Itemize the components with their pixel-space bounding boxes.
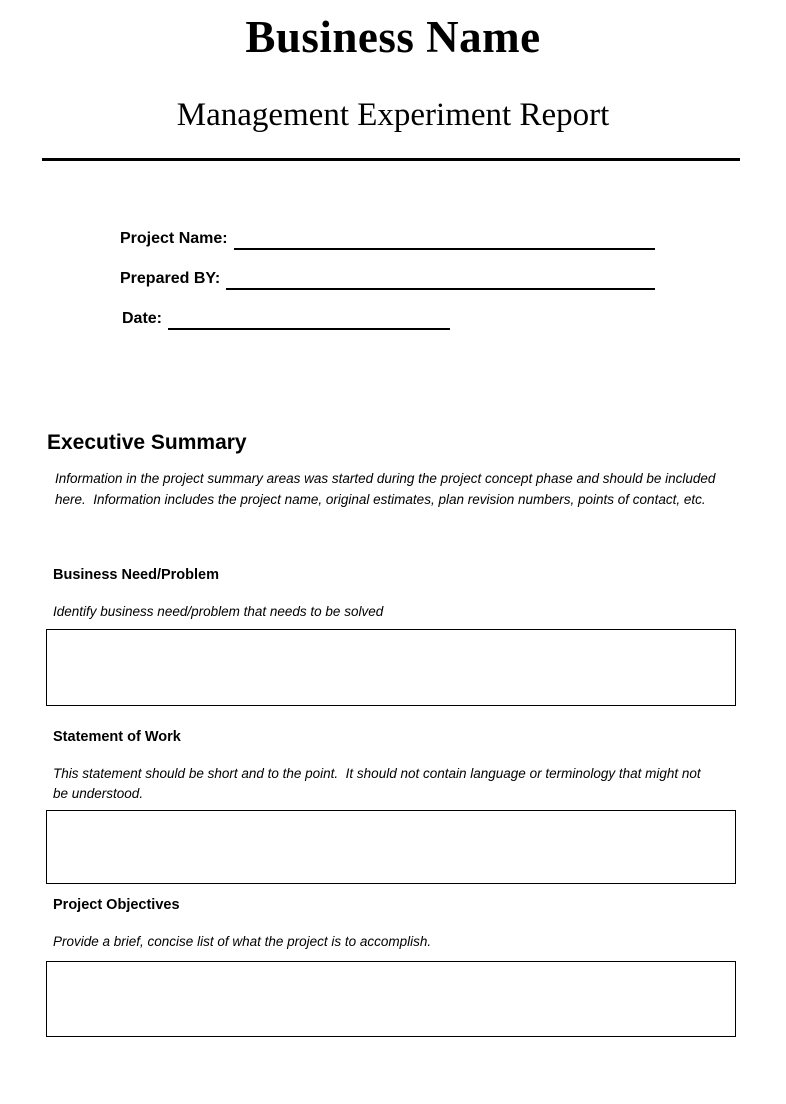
date-row — [122, 303, 450, 330]
business-name-title: Business Name — [245, 12, 541, 62]
executive-summary-heading: Executive Summary — [47, 431, 247, 454]
statement-of-work-description: This statement should be short and to the point. It should not contain language or terminology that might not be understood. — [53, 766, 705, 801]
business-need-heading: Business Need/Problem — [53, 567, 219, 583]
date-label: Date: — [122, 310, 163, 327]
prepared-by-field[interactable] — [226, 266, 655, 290]
prepared-by-label: Prepared BY: — [120, 270, 221, 287]
report-title: Management Experiment Report — [176, 97, 610, 133]
document-header — [0, 0, 786, 136]
project-objectives-input-box[interactable] — [46, 961, 736, 1037]
project-name-row — [120, 223, 655, 250]
business-need-description: Identify business need/problem that needs to be solved — [53, 604, 384, 619]
statement-of-work-heading: Statement of Work — [53, 729, 181, 745]
prepared-by-row — [120, 263, 655, 290]
title-divider — [42, 158, 740, 161]
executive-summary-description: Information in the project summary areas was started during the project concept phase and should be included here. Information includes the project name, original estimates, plan revision numbers, points of contact, etc. — [55, 471, 720, 507]
statement-of-work-input-box[interactable] — [46, 810, 736, 884]
project-name-field[interactable] — [234, 226, 655, 250]
date-field[interactable] — [168, 306, 450, 330]
project-objectives-description: Provide a brief, concise list of what the project is to accomplish. — [53, 934, 432, 949]
business-need-input-box[interactable] — [46, 629, 736, 706]
project-info-form — [120, 223, 786, 330]
project-name-label: Project Name: — [120, 230, 228, 247]
project-objectives-heading: Project Objectives — [53, 897, 180, 913]
